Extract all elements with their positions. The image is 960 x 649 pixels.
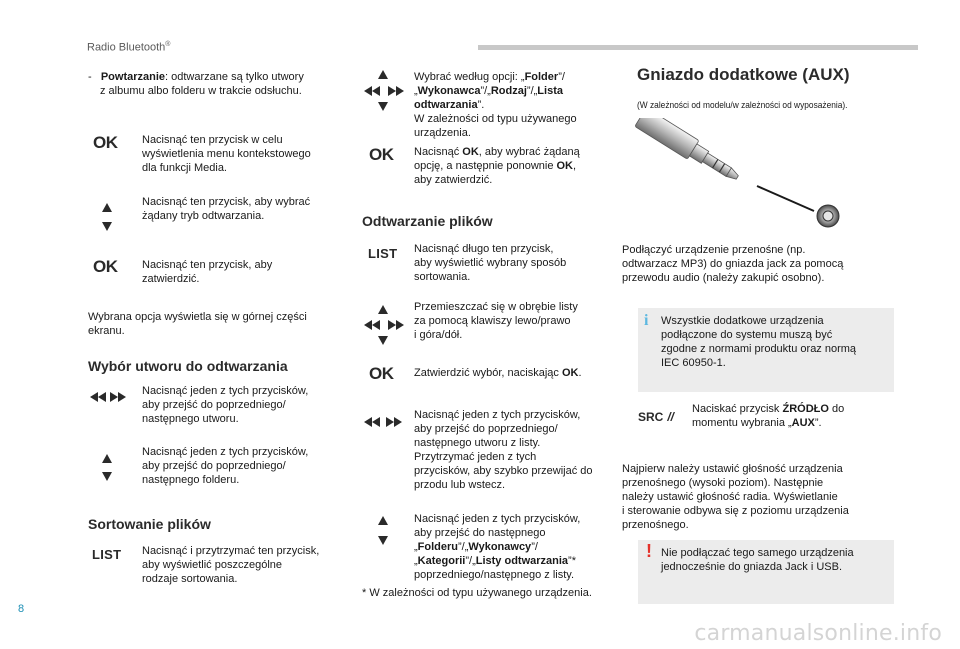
arrow-down-icon [102,222,112,231]
prev-next-track-text: Nacisnąć jeden z tych przycisków, aby przejść do poprzedniego/ następnego utworu. [142,385,309,425]
arrow-right-icon [394,417,402,427]
arrow-left-icon [364,320,372,330]
arrow-up-icon [102,454,112,463]
prev-next-folder-text: Nacisnąć jeden z tych przycisków, aby przejść do poprzedniego/ następnego folderu. [142,446,309,486]
info-icon: i [644,312,649,329]
connect-device-text: Podłączyć urządzenie przenośne (np. odtwarzacz MP3) do gniazda jack za pomocą przewodu audio (należy zakupić osobno). [622,244,844,284]
header-rule [478,45,918,50]
arrow-down-icon [378,336,388,345]
next-category-text: Nacisnąć jeden z tych przycisków, aby przejść do następnego „Folderu”/„Wykonawcy”/ „Kategorii”/„Listy odtwarzania”* poprzedniego/następnego z listy. [414,513,581,581]
arrow-right-icon [388,86,396,96]
arrow-left-icon [98,392,106,402]
arrow-up-icon [378,305,388,314]
arrow-left-icon [90,392,98,402]
page-number: 8 [18,603,25,615]
repeat-bullet: - Powtarzanie: odtwarzane są tylko utwory z albumu albo folderu w trakcie odsłuchu. [88,71,304,97]
src-select-aux-text: Naciskać przycisk ŹRÓDŁO do momentu wybrania „AUX”. [692,403,845,429]
aux-section-title: Gniazdo dodatkowe (AUX) [637,65,850,84]
arrow-right-icon [396,320,404,330]
list-button-icon: LIST [368,246,398,261]
arrow-left-icon [364,86,372,96]
ok-button-icon: OK [369,364,394,383]
updown-mode-text: Nacisnąć ten przycisk, aby wybrać żądany tryb odtwarzania. [142,196,311,222]
warning-icon: ! [646,541,652,561]
header-title: Radio Bluetooth® [87,41,171,54]
info-text: Wszystkie dodatkowe urządzenia podłączone do systemu muszą być zgodne z normami produktu oraz normą IEC 60950-1. [661,315,857,369]
warning-text: Nie podłączać tego samego urządzenia jednocześnie do gniazda Jack i USB. [661,547,854,573]
arrow-down-icon [102,472,112,481]
info-box [638,308,894,392]
confirm-selection-text: Zatwierdzić wybór, naciskając OK. [414,367,582,379]
ok-button-icon: OK [93,257,118,276]
arrow-up-icon [378,70,388,79]
arrow-down-icon [378,536,388,545]
arrow-left-icon [372,417,380,427]
section-file-playback: Odtwarzanie plików [362,213,493,229]
arrow-up-icon [102,203,112,212]
ok-button-icon: OK [93,133,118,152]
arrow-left-icon [372,320,380,330]
sort-options-text: Wybrać według opcji: „Folder”/ „Wykonawca”/„Rodzaj”/„Lista odtwarzania”. W zależności od typu używanego urządzenia. [414,71,577,139]
watermark-text: carmanualsonline.info [694,621,942,646]
arrow-right-icon [388,320,396,330]
jack-plug-illustration [632,118,852,228]
arrow-right-icon [118,392,126,402]
selected-option-note: Wybrana opcja wyświetla się w górnej części ekranu. [88,311,307,337]
navigate-list-text: Przemieszczać się w obrębie listy za pomocą klawiszy lewo/prawo i góra/dół. [414,301,578,341]
ok-button-icon: OK [369,145,394,164]
volume-instructions-text: Najpierw należy ustawić głośność urządzenia przenośnego (wysoki poziom). Następnie należy ustawić głośność radia. Wyświetlanie i sterowanie odbywa się z poziomu urządzenia przenośnego. [622,463,849,531]
arrow-left-icon [372,86,380,96]
ok-context-menu-text: Nacisnąć ten przycisk w celu wyświetlenia menu kontekstowego dla funkcji Media. [142,134,311,174]
list-long-press-text: Nacisnąć długo ten przycisk, aby wyświetlić wybrany sposób sortowania. [414,243,567,283]
arrow-up-icon [378,516,388,525]
arrow-right-icon [386,417,394,427]
arrow-left-icon [364,417,372,427]
warning-box [638,540,894,604]
section-file-sorting: Sortowanie plików [88,516,211,532]
aux-subtitle: (W zależności od modelu/w zależności od wyposażenia). [637,100,848,111]
arrow-right-icon [396,86,404,96]
src-button-icon: SRC // [638,410,675,424]
section-track-selection: Wybór utworu do odtwarzania [88,358,288,374]
arrow-down-icon [378,102,388,111]
list-button-icon: LIST [92,547,122,562]
prev-next-list-text: Nacisnąć jeden z tych przycisków, aby przejść do poprzedniego/ następnego utworu z listy. Przytrzymać jeden z tych przycisków, aby szybko przewijać do przodu lub wstecz. [414,409,593,491]
arrow-right-icon [110,392,118,402]
ok-select-confirm-text: Nacisnąć OK, aby wybrać żądaną opcję, a następnie ponownie OK, aby zatwierdzić. [414,146,580,186]
footnote: * W zależności od typu używanego urządzenia. [362,587,592,599]
list-sort-text: Nacisnąć i przytrzymać ten przycisk, aby wyświetlić poszczególne rodzaje sortowania. [142,545,320,585]
ok-confirm-text: Nacisnąć ten przycisk, aby zatwierdzić. [142,259,273,285]
